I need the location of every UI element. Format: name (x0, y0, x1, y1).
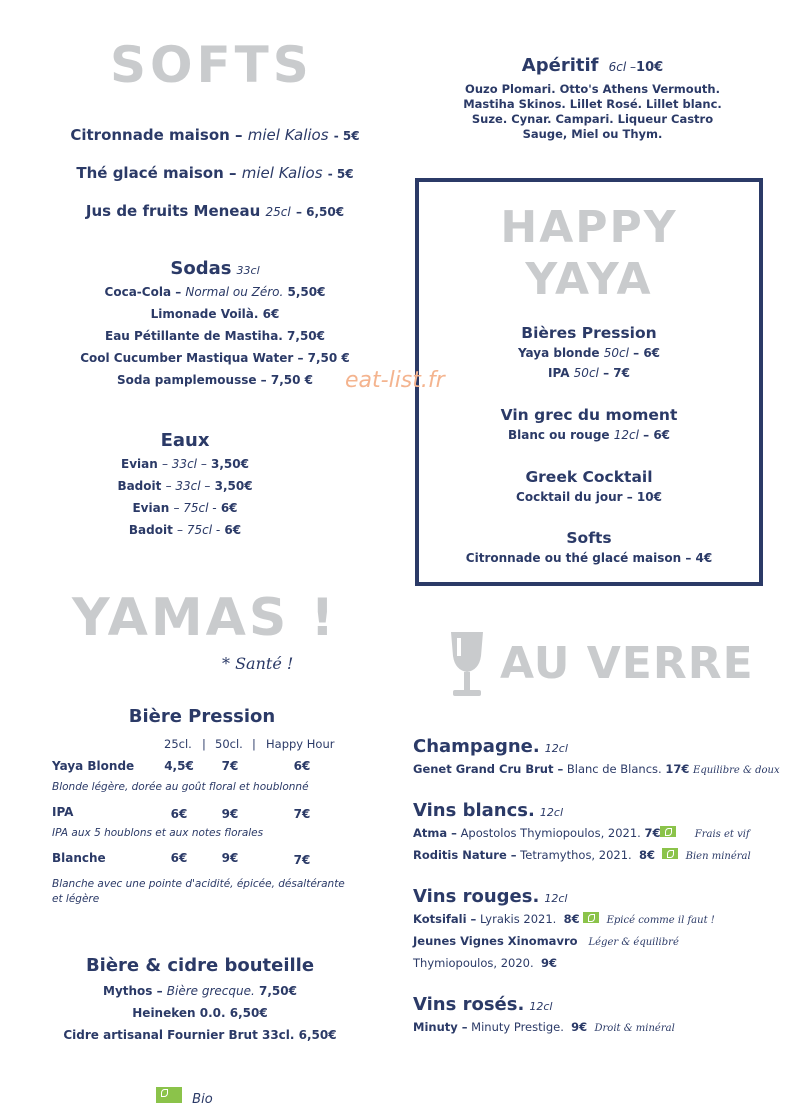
beer-row: IPA 6€ 9€ 7€ (52, 805, 311, 821)
wine-glass-icon (447, 630, 487, 700)
biere-pression-heading: Bière Pression (128, 706, 276, 727)
verre-item: Kotsifali – Lyrakis 2021. 8€ Epicé comme il faut ! (413, 912, 715, 926)
verre-item: Thymiopoulos, 2020. 9€ (413, 956, 557, 970)
bouteille-item: Heineken 0.0. 6,50€ (132, 1006, 268, 1020)
beer-row: Blanche 6€ 9€ 7€ (52, 851, 311, 867)
softs-item: Jus de fruits Meneau 25cl – 6,50€ (85, 202, 345, 220)
eau-item: Evian – 33cl – 3,50€ (121, 457, 249, 471)
yamas-title: YAMAS ! (72, 588, 338, 648)
happy-bieres (419, 324, 759, 386)
verre-item: Genet Grand Cru Brut – Blanc de Blancs. 17€ Equilibre & doux (413, 762, 780, 776)
bouteille-section (40, 955, 360, 1050)
verre-item: Atma – Apostolos Thymiopoulos, 2021. 7€ Frais et vif (413, 826, 750, 840)
happy-cocktail (419, 468, 759, 510)
happy-line: Yaya blonde 50cl – 6€ (517, 346, 661, 360)
bio-legend: Bio (156, 1087, 213, 1107)
sante-subtitle: * Santé ! (222, 654, 294, 673)
biere-pression-section (52, 706, 352, 907)
bio-leaf-icon (660, 826, 676, 837)
soda-item: Coca-Cola – Normal ou Zéro. 5,50€ (104, 285, 326, 299)
eau-item: Badoit – 33cl – 3,50€ (117, 479, 253, 493)
softs-item: Thé glacé maison – miel Kalios - 5€ (76, 164, 354, 182)
softs-list (30, 126, 400, 240)
soda-item: Limonade Voilà. 6€ (150, 307, 280, 321)
verre-heading: Champagne. 12cl (413, 736, 568, 757)
soda-item: Cool Cucumber Mastiqua Water – 7,50 € (80, 351, 350, 365)
verre-item: Minuty – Minuty Prestige. 9€ Droit & minéral (413, 1020, 675, 1034)
eaux-heading: Eaux (160, 430, 210, 451)
bouteille-item: Mythos – Bière grecque. 7,50€ (103, 984, 297, 998)
soda-item: Eau Pétillante de Mastiha. 7,50€ (105, 329, 325, 343)
yaya-title: YAYA (525, 254, 653, 305)
beer-desc: Blanche avec une pointe d'acidité, épicée, désaltérante et légère (52, 878, 345, 905)
aperitif-heading: Apéritif 6cl – 10€ (521, 55, 664, 76)
bio-leaf-icon (583, 912, 599, 923)
au-verre-list (413, 736, 778, 1042)
happy-section-title: Greek Cocktail (525, 468, 653, 486)
verre-heading: Vins rosés. 12cl (413, 994, 553, 1015)
verre-item: Jeunes Vignes Xinomavro Léger & équilibré (413, 934, 679, 948)
happy-section-title: Bières Pression (521, 324, 657, 342)
softs-item: Citronnade maison – miel Kalios - 5€ (70, 126, 360, 144)
verre-item: Roditis Nature – Tetramythos, 2021. 8€ Bien minéral (413, 848, 751, 862)
bouteille-heading: Bière & cidre bouteille (85, 955, 315, 976)
aperitif-line: Suze. Cynar. Campari. Liqueur Castro (471, 112, 714, 126)
happy-hour-box (415, 178, 763, 586)
beer-desc: Blonde légère, dorée au goût floral et houblonné (52, 781, 309, 793)
eau-item: Evian – 75cl - 6€ (132, 501, 238, 515)
happy-section-title: Softs (566, 529, 612, 547)
happy-softs (419, 529, 759, 571)
happy-line: Citronnade ou thé glacé maison – 4€ (465, 551, 713, 565)
eau-item: Badoit – 75cl - 6€ (128, 523, 242, 537)
sodas-heading: Sodas 33cl (170, 258, 260, 279)
aperitif-section (420, 55, 765, 142)
bouteille-item: Cidre artisanal Fournier Brut 33cl. 6,50€ (63, 1028, 337, 1042)
happy-vin (419, 406, 759, 448)
happy-line: IPA 50cl – 7€ (548, 366, 630, 380)
happy-title: HAPPY (500, 202, 678, 253)
happy-line: Blanc ou rouge 12cl – 6€ (507, 428, 671, 442)
aperitif-line: Sauge, Miel ou Thym. (522, 127, 663, 141)
softs-title: SOFTS (110, 36, 313, 94)
price-headers: 25cl. | 50cl. | Happy Hour (164, 737, 335, 751)
verre-heading: Vins blancs. 12cl (413, 800, 564, 821)
bio-leaf-icon (156, 1087, 182, 1103)
aperitif-line: Mastiha Skinos. Lillet Rosé. Lillet blanc. (463, 97, 722, 111)
au-verre-title: AU VERRE (500, 638, 754, 689)
happy-section-title: Vin grec du moment (500, 406, 678, 424)
beer-row: Yaya Blonde 4,5€ 7€ 6€ (52, 759, 311, 773)
bio-leaf-icon (662, 848, 678, 859)
aperitif-line: Ouzo Plomari. Otto's Athens Vermouth. (465, 82, 720, 96)
watermark: eat-list.fr (345, 368, 445, 393)
verre-heading: Vins rouges. 12cl (413, 886, 568, 907)
eaux-section (30, 430, 340, 545)
soda-item: Soda pamplemousse – 7,50 € (117, 373, 313, 387)
happy-line: Cocktail du jour – 10€ (516, 490, 662, 504)
beer-desc: IPA aux 5 houblons et aux notes florales (52, 827, 264, 839)
